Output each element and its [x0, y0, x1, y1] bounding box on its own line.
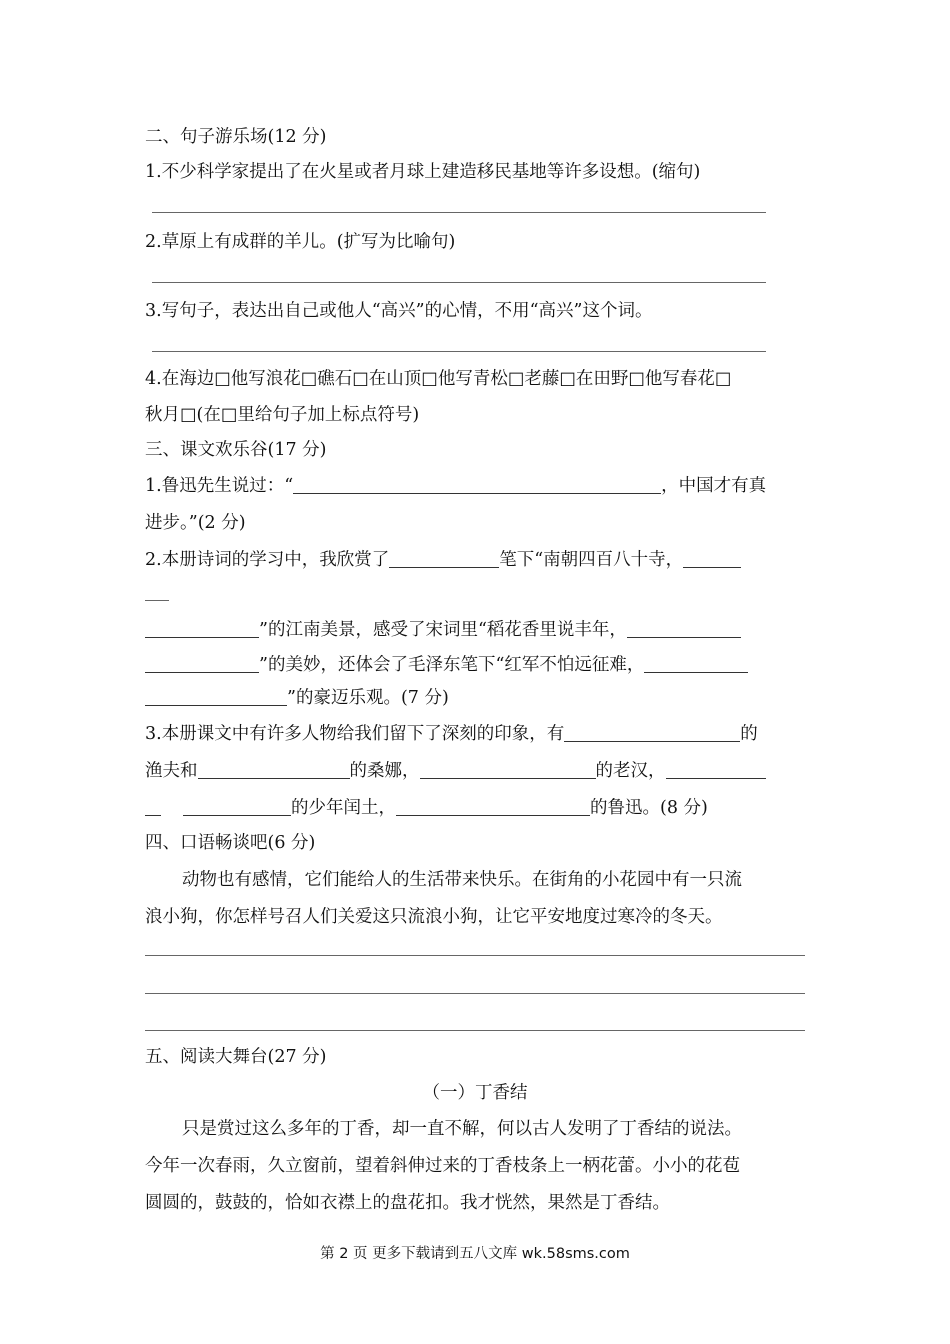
reading-paragraph-line3: 圆圆的，鼓鼓的，恰如衣襟上的盘花扣。我才恍然，果然是丁香结。	[145, 1193, 670, 1213]
reading-paragraph-line2: 今年一次春雨，久立窗前，望着斜伸过来的丁香枝条上一柄花蕾。小小的花苞	[145, 1156, 740, 1176]
question-3-1-line2: 进步。”(2 分)	[145, 513, 246, 533]
question-3-2-text-b: 笔下“南朝四百八十寺，	[499, 550, 684, 570]
answer-line	[152, 282, 766, 283]
fill-blank	[145, 687, 287, 706]
fill-blank	[396, 797, 590, 816]
fill-blank	[183, 797, 291, 816]
section-heading-sentences: 二、句子游乐场(12 分)	[145, 127, 327, 147]
question-3-3-line3	[145, 795, 815, 821]
reading-paragraph-line1: 只是赏过这么多年的丁香，却一直不解，何以古人发明了丁香结的说法。	[182, 1119, 742, 1139]
question-3-2-line1	[145, 547, 815, 573]
fill-blank	[145, 619, 259, 638]
answer-line	[145, 955, 805, 956]
question-3-3-text-g: 的鲁迅。(8 分)	[590, 798, 708, 818]
question-3-3-text-e: 的老汉，	[595, 761, 666, 781]
section-4-prompt-line1: 动物也有感情，它们能给人的生活带来快乐。在街角的小花园中有一只流	[182, 870, 742, 890]
page-footer: 第 2 页 更多下载请到五八文库 wk.58sms.com	[320, 1246, 630, 1262]
section-heading-oral: 四、口语畅谈吧(6 分)	[145, 833, 316, 853]
fill-blank	[198, 760, 350, 779]
question-3-2-text-e: ”的豪迈乐观。(7 分)	[287, 688, 449, 708]
fill-blank	[683, 549, 741, 568]
fill-blank	[420, 760, 596, 779]
question-3-1-line1	[145, 473, 815, 499]
question-2-2: 2.草原上有成群的羊儿。(扩写为比喻句)	[145, 232, 456, 252]
fill-blank	[293, 475, 661, 494]
section-heading-reading: 五、阅读大舞台(27 分)	[145, 1047, 327, 1067]
question-3-3-text-a: 3.本册课文中有许多人物给我们留下了深刻的印象，有	[145, 724, 565, 744]
question-3-3-text-b: 的	[740, 724, 758, 744]
question-2-1: 1.不少科学家提出了在火星或者月球上建造移民基地等许多设想。(缩句)	[145, 162, 701, 182]
question-3-2-line3	[145, 652, 815, 678]
section-heading-texts: 三、课文欢乐谷(17 分)	[145, 440, 327, 460]
answer-line	[152, 212, 766, 213]
question-3-3-line2	[145, 758, 815, 784]
answer-line	[145, 1030, 805, 1031]
question-2-4-line1: 4.在海边□他写浪花□礁石□在山顶□他写青松□老藤□在田野□他写春花□	[145, 369, 732, 389]
fill-blank-continued	[145, 600, 169, 601]
question-3-3-text-f: 的少年闰土，	[291, 798, 396, 818]
question-3-1-text-a: 1.鲁迅先生说过：“	[145, 476, 294, 496]
question-3-3-text-d: 的桑娜，	[349, 761, 420, 781]
fill-blank	[644, 654, 748, 673]
question-3-2-text-d: ”的美妙，还体会了毛泽东笔下“红军不怕远征难，	[259, 655, 645, 675]
fill-blank-continued	[145, 797, 161, 816]
answer-line	[152, 351, 766, 352]
fill-blank	[627, 619, 741, 638]
reading-title: （一）丁香结	[422, 1083, 528, 1103]
question-3-2-line4	[145, 685, 815, 711]
question-3-3-text-c: 渔夫和	[145, 761, 198, 781]
question-2-3: 3.写句子，表达出自己或他人“高兴”的心情，不用“高兴”这个词。	[145, 301, 653, 321]
question-3-3-line1	[145, 721, 815, 747]
question-3-2-line2	[145, 617, 815, 643]
fill-blank	[389, 549, 499, 568]
fill-blank	[666, 760, 766, 779]
question-3-1-text-b: ，中国才有真	[661, 476, 767, 496]
section-4-prompt-line2: 浪小狗，你怎样号召人们关爱这只流浪小狗，让它平安地度过寒冷的冬天。	[145, 907, 723, 927]
answer-line	[145, 993, 805, 994]
fill-blank	[564, 723, 740, 742]
question-3-2-text-a: 2.本册诗词的学习中，我欣赏了	[145, 550, 390, 570]
fill-blank	[145, 654, 259, 673]
question-3-2-text-c: ”的江南美景，感受了宋词里“稻花香里说丰年，	[259, 620, 627, 640]
question-2-4-line2: 秋月□(在□里给句子加上标点符号)	[145, 405, 420, 425]
